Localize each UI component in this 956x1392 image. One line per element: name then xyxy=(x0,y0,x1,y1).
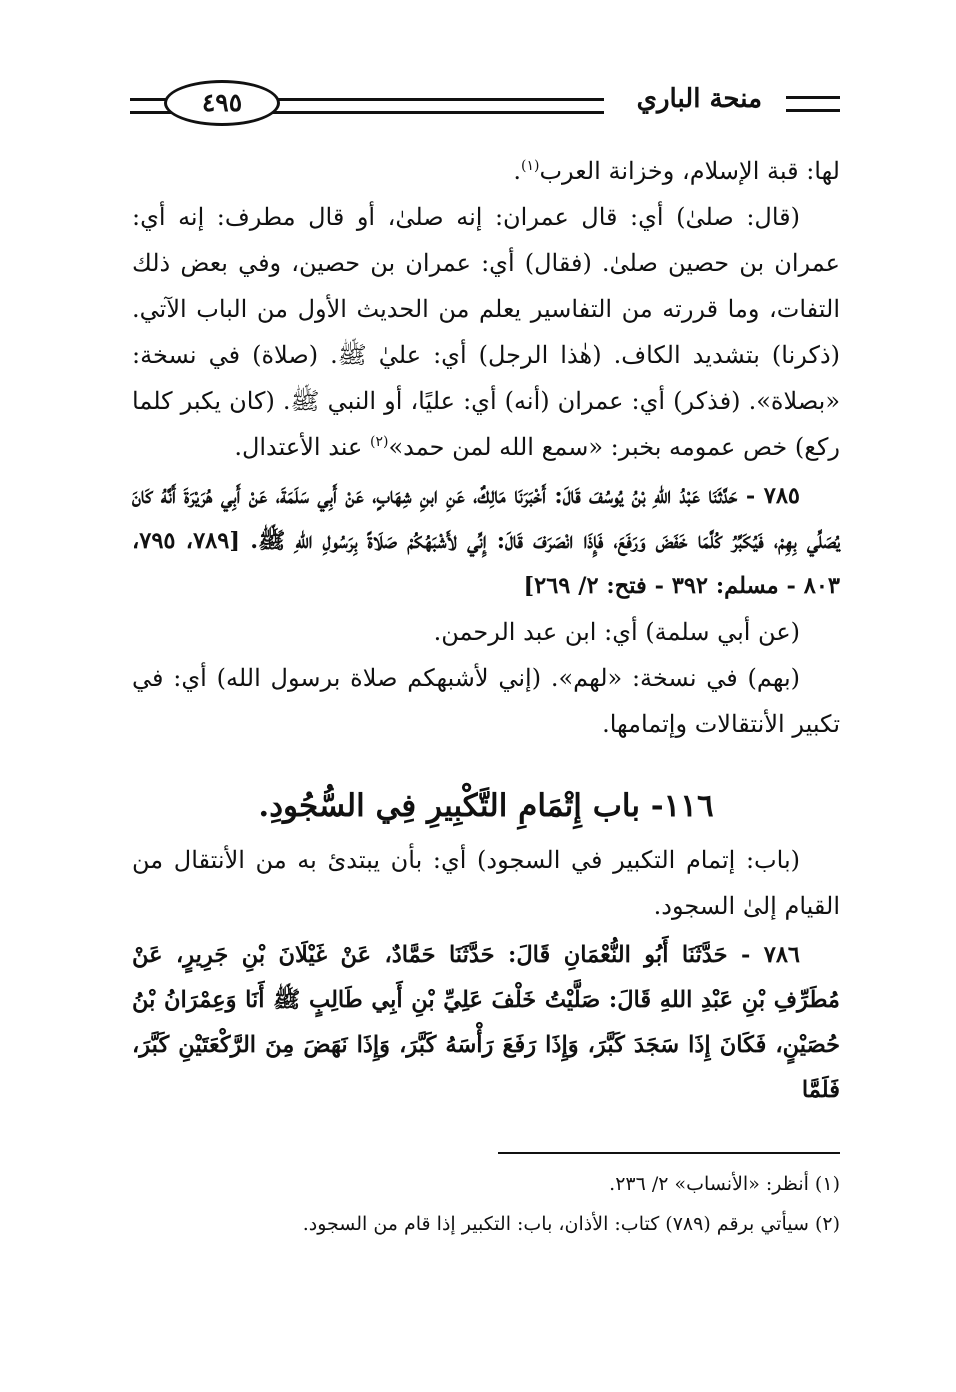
footnote-2: (٢) سيأتي برقم (٧٨٩) كتاب: الأذان، باب: التكبير إذا قام من السجود. xyxy=(302,1213,840,1235)
page-number: ٤٩٥ xyxy=(164,80,280,126)
paragraph-1-text: لها: قبة الإسلام، وخزانة العرب xyxy=(539,157,840,185)
paragraph-5: (باب: إتمام التكبير في السجود) أي: بأن يبتدئ به من الأنتقال من القيام إلىٰ السجود. xyxy=(132,846,840,920)
header-rule-right xyxy=(786,96,840,112)
book-title: منحة الباري xyxy=(636,84,762,114)
paragraph-2 xyxy=(132,194,840,470)
page-body xyxy=(132,148,840,1113)
footnote-ref-2[interactable]: (٢) xyxy=(369,434,389,450)
paragraph-2-end: عند الأعتدال. xyxy=(234,433,370,461)
footnote-ref-1[interactable]: (١) xyxy=(520,158,540,174)
hadith-785: ٧٨٥ - حَدَّثَنَا عَبْدُ اللهِ بْنُ يُوسُفَ قَالَ: أَخْبَرَنَا مَالِكٌ، عَنِ ابنِ شِهَابٍ، عَنْ أَبِي سَلَمَةَ، عَنْ أَبِي هُرَيْرَةَ أَنَّهُ كَانَ يُصَلِّي بِهِمْ، فَيُكَبِّرُ كُلَّمَا خَفَضَ وَرَفَعَ، فَإِذَا انْصَرَفَ قَالَ: إِنِّي لأَشْبَهُكُمْ صَلَاةً بِرَسُولِ اللهِ ﷺ. [٧٨٩، ٧٩٥، ٨٠٣ - مسلم: ٣٩٢ - فتح: ٢/ ٢٦٩] xyxy=(132,483,840,599)
footnote-1: (١) أنظر: «الأنساب» ٢/ ٢٣٦. xyxy=(609,1173,840,1195)
footnotes xyxy=(132,1164,840,1244)
footnote-separator xyxy=(498,1152,840,1154)
paragraph-1 xyxy=(132,148,840,194)
paragraph-4: (بهم) في نسخة: «لهم». (إني لأشبهكم صلاة برسول الله) أي: في تكبير الأنتقالات وإتمامها. xyxy=(132,664,840,738)
running-header xyxy=(130,80,840,126)
paragraph-3: (عن أبي سلمة) أي: ابن عبد الرحمن. xyxy=(433,618,800,646)
chapter-heading: ١١٦- باب إِتْمَامِ التَّكْبِيرِ فِي السُّجُودِ. xyxy=(258,788,714,824)
paragraph-2-text: (قال: صلىٰ) أي: قال عمران: إنه صلىٰ، أو قال مطرف: إنه أي: عمران بن حصين صلىٰ. (فقال) أي: عمران بن حصين، وفي بعض ذلك التفات، وما قررته من التفاسير يعلم من الحديث الأول من الباب الآتي. (ذكرنا) بتشديد الكاف. (هٰذا الرجل) أي: عليٰ ﷺ. (صلاة) في نسخة: «بصلاة». (فذكر) أي: عمران (أنه) أي: عليًا، أو النبي ﷺ. (كان يكبر كلما ركع) خص عمومه بخبر: «سمع الله لمن حمد» xyxy=(132,203,840,461)
hadith-786: ٧٨٦ - حَدَّثَنَا أَبُو النُّعْمَانِ قَالَ: حَدَّثَنَا حَمَّادٌ، عَنْ غَيْلَانَ بْنِ جَرِيرٍ، عَنْ مُطَرِّفِ بْنِ عَبْدِ اللهِ قَالَ: صَلَّيْتُ خَلْفَ عَلِيِّ بْنِ أَبِي طَالِبٍ ﷺ أَنَا وَعِمْرَانُ بْنُ حُصَيْنٍ، فَكَانَ إِذَا سَجَدَ كَبَّرَ، وَإِذَا رَفَعَ رَأْسَهُ كَبَّرَ، وَإِذَا نَهَضَ مِنَ الرَّكْعَتَيْنِ كَبَّرَ، فَلَمَّا xyxy=(132,942,840,1103)
paragraph-1-end: . xyxy=(513,157,521,185)
